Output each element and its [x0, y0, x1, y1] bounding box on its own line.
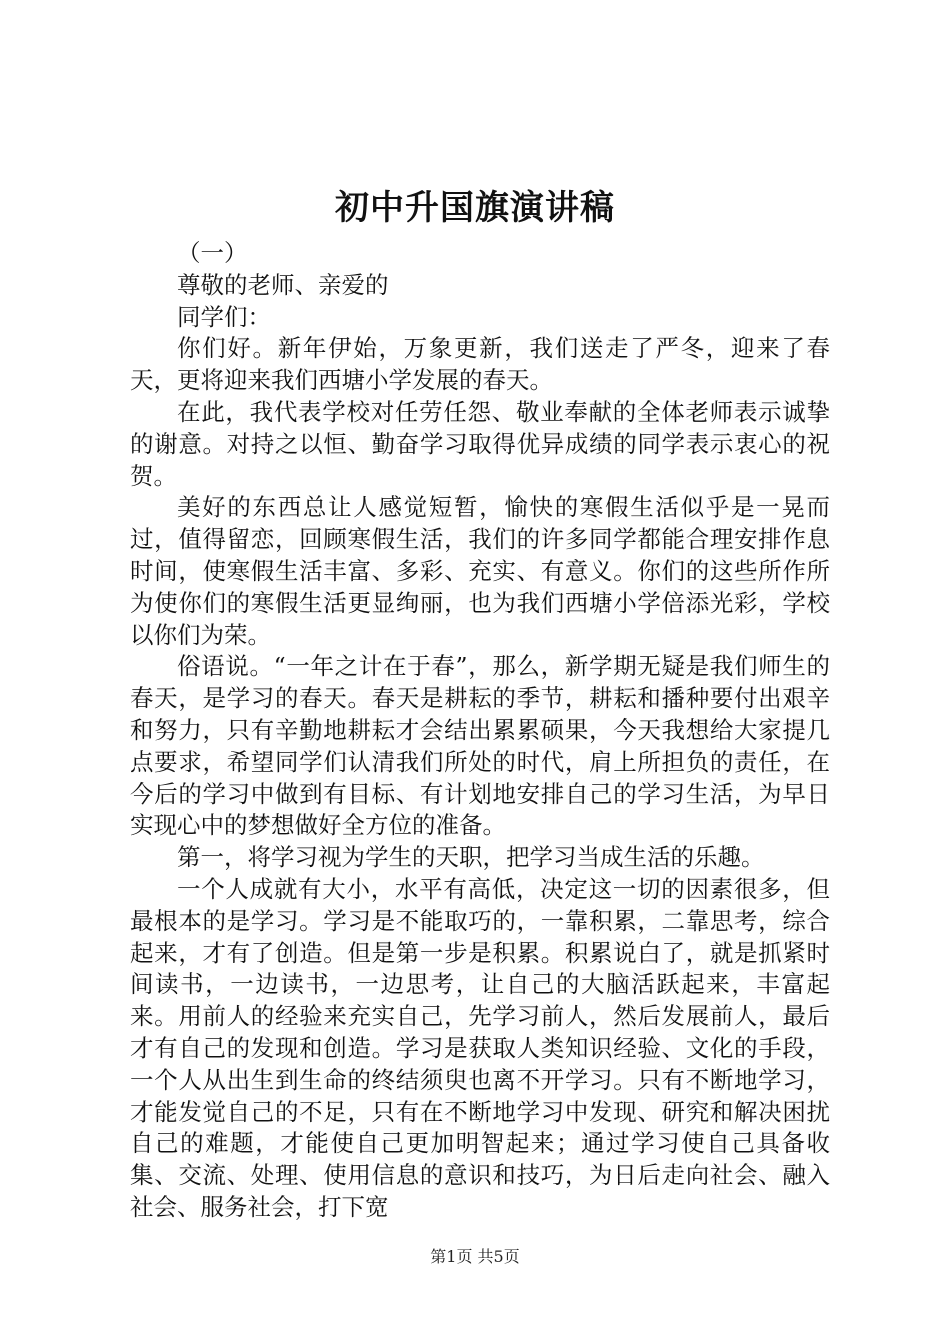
paragraph-section-marker: （一） [177, 239, 248, 267]
paragraph: 你们好。新年伊始，万象更新，我们送走了严冬，迎来了春天，更将迎来我们西塘小学发展的春天。 [130, 334, 830, 395]
paragraph: 一个人成就有大小，水平有高低，决定这一切的因素很多，但最根本的是学习。学习是不能取巧的，一靠积累，二靠思考，综合起来，才有了创造。但是第一步是积累。积累说白了，就是抓紧时间读书，一边读书，一边思考，让自己的大脑活跃起来，丰富起来。用前人的经验来充实自己，先学习前人，然后发展前人，最后才有自己的发现和创造。学习是获取人类知识经验、文化的手段，一个人从出生到生命的终结须臾也离不开学习。只有不断地学习，才能发觉自己的不足，只有在不断地学习中发现、研究和解决困扰自己的难题，才能使自己更加明智起来；通过学习使自己具备收集、交流、处理、使用信息的意识和技巧，为日后走向社会、融入社会、服务社会，打下宽 [130, 874, 830, 1221]
paragraph-salutation-2: 同学们： [177, 302, 271, 331]
document-body [130, 238, 830, 1224]
page-footer: 第1页 共5页 [430, 1247, 520, 1266]
paragraph: 俗语说。“一年之计在于春”，那么，新学期无疑是我们师生的春天，是学习的春天。春天是耕耘的季节，耕耘和播种要付出艰辛和努力，只有辛勤地耕耘才会结出累累硕果，今天我想给大家提几点要求，希望同学们认清我们所处的时代，肩上所担负的责任，在今后的学习中做到有目标、有计划地安排自己的学习生活，为早日实现心中的梦想做好全方位的准备。 [130, 652, 830, 840]
paragraph: 在此，我代表学校对任劳任怨、敬业奉献的全体老师表示诚挚的谢意。对持之以恒、勤奋学习取得优异成绩的同学表示衷心的祝贺。 [130, 397, 830, 490]
paragraph: 美好的东西总让人感觉短暂，愉快的寒假生活似乎是一晃而过，值得留恋，回顾寒假生活，我们的许多同学都能合理安排作息时间，使寒假生活丰富、多彩、充实、有意义。你们的这些所作所为使你们的寒假生活更显绚丽，也为我们西塘小学倍添光彩，学校以你们为荣。 [130, 493, 830, 649]
document-title: 初中升国旗演讲稿 [335, 188, 615, 228]
paragraph-point-heading: 第一，将学习视为学生的天职，把学习当成生活的乐趣。 [177, 843, 765, 872]
paragraph-salutation-1: 尊敬的老师、亲爱的 [177, 270, 389, 299]
